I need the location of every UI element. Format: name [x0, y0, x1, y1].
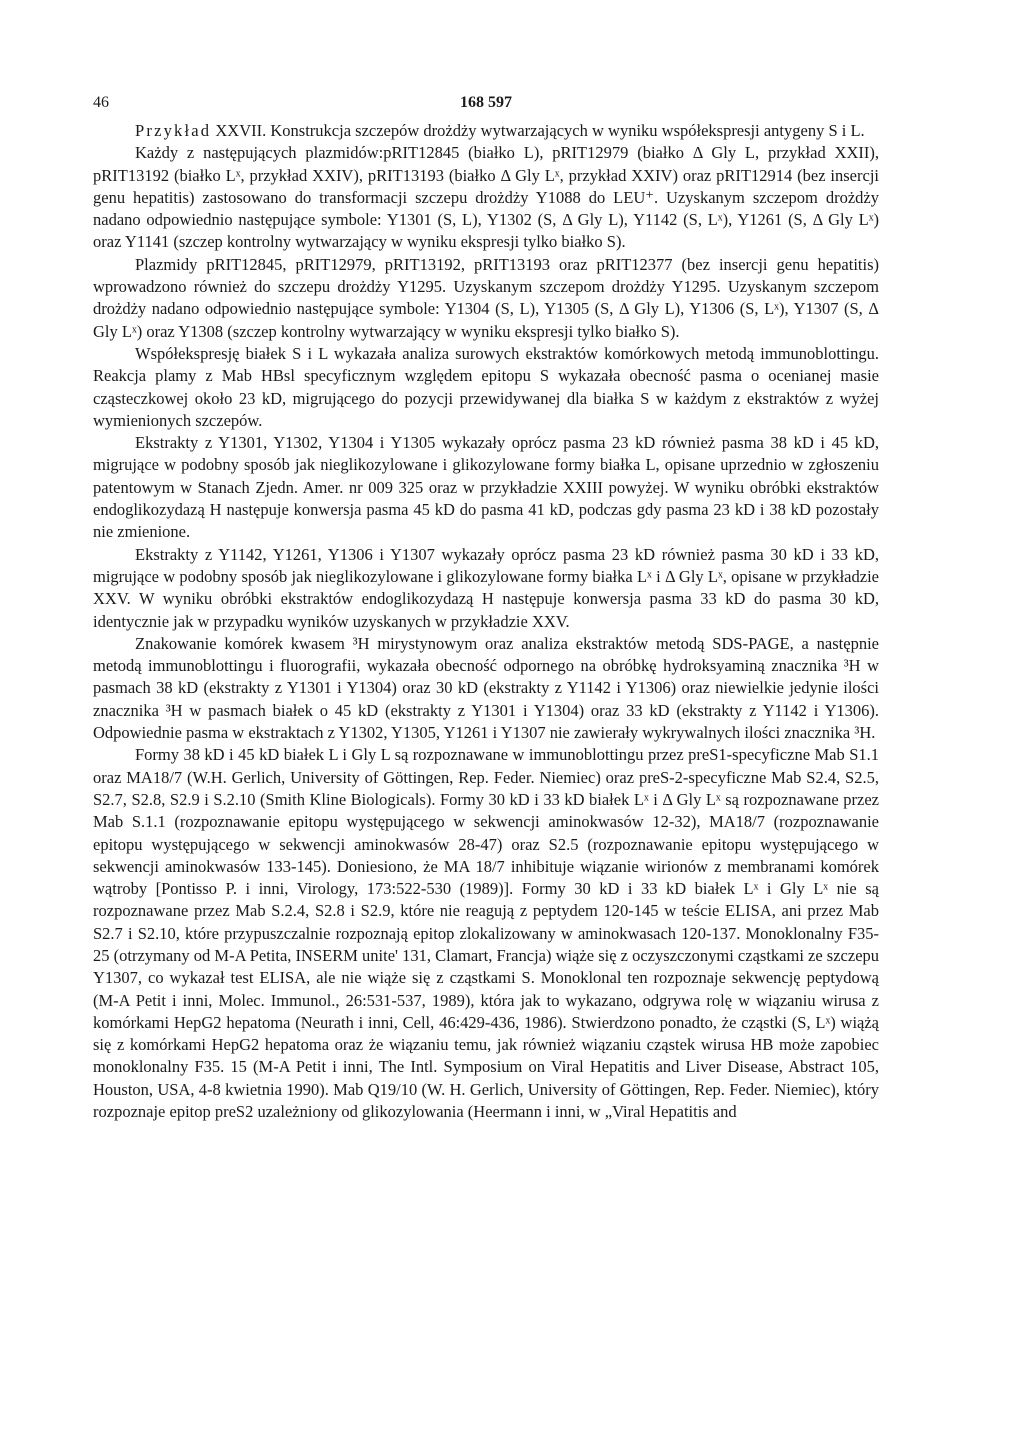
paragraph-labeling: Znakowanie komórek kwasem ³H mirystynowym oraz analiza ekstraktów metodą SDS-PAGE, a następnie metodą immunoblottingu i fluorografii, wykazała obecność odpornego na obróbkę hydroksyaminą znacznika ³H w pasmach 38 kD (ekstrakty z Y1301 i Y1304) oraz 30 kD (ekstrakty z Y1142 i Y1306) oraz niewielkie jedynie ilości znacznika ³H w pasmach białek o 45 kD (ekstrakty z Y1301 i Y1304) oraz 33 kD (ekstrakty z Y1142 i Y1306). Odpowiednie pasma w ekstraktach z Y1302, Y1305, Y1261 i Y1307 nie zawierały wykrywalnych ilości znacznika ³H. [93, 633, 879, 743]
paragraph-extracts-l: Ekstrakty z Y1301, Y1302, Y1304 i Y1305 wykazały oprócz pasma 23 kD również pasma 38 kD i 45 kD, migrujące w podobny sposób jak nieglikozylowane i glikozylowane formy białka L, opisane uprzednio w zgłoszeniu patentowym w Stanach Zjedn. Amer. nr 009 325 oraz w przykładzie XXIII powyżej. W wyniku obróbki ekstraktów endoglikozydazą H następuje konwersja pasma 45 kD do pasma 41 kD, podczas gdy pasma 23 kD i 38 kD pozostały nie zmienione. [93, 433, 879, 542]
paragraph-plasmids-y1295: Plazmidy pRIT12845, pRIT12979, pRIT13192, pRIT13193 oraz pRIT12377 (bez insercji genu hepatitis) wprowadzono również do szczepu drożdży Y1295. Uzyskanym szczepom drożdży Y1295. Uzyskanym szczepom drożdży nadano odpowiednio następujące symbole: Y1304 (S, L), Y1305 (S, Δ Gly L), Y1306 (S, Lˣ), Y1307 (S, Δ Gly Lˣ) oraz Y1308 (szczep kontrolny wytwarzający w wyniku ekspresji tylko białko S). [93, 254, 879, 341]
paragraph-coexpression: Współekspresję białek S i L wykazała analiza surowych ekstraktów komórkowych metodą immunoblottingu. Reakcja plamy z Mab HBsl specyficznym względem epitopu S wykazała obecność pasma o ocenianej masie cząsteczkowej około 23 kD, migrującego do pozycji przewidywanej dla białka S w każdym z ekstraktów z wyżej wymienionych szczepów. [93, 343, 879, 430]
example-title: XXVII. Konstrukcja szczepów drożdży wytwarzających w wyniku współekspresji antygeny S i L. [211, 121, 865, 140]
document-body [93, 120, 879, 1123]
example-heading-paragraph [93, 120, 879, 142]
paragraph-immunoblotting: Formy 38 kD i 45 kD białek L i Gly L są rozpoznawane w immunoblottingu przez preS1-specyficzne Mab S1.1 oraz MA18/7 (W.H. Gerlich, University of Göttingen, Rep. Feder. Niemiec) oraz preS-2-specyficzne Mab S2.4, S2.5, S2.7, S2.8, S2.9 i S.2.10 (Smith Kline Biologicals). Formy 30 kD i 33 kD białek Lˣ i Δ Gly Lˣ są rozpoznawane przez Mab S.1.1 (rozpoznawanie epitopu występującego w sekwencji aminokwasów 12-32), MA18/7 (rozpoznawanie epitopu występującego w sekwencji aminokwasów 28-47) oraz S2.5 (rozpoznawanie epitopu występującego w sekwencji aminokwasów 133-145). Doniesiono, że MA 18/7 inhibituje wiązanie wirionów z membranami komórek wątroby [Pontisso P. i inni, Virology, 173:522-530 (1989)]. Formy 30 kD i 33 kD białek Lˣ i Gly Lˣ nie są rozpoznawane przez Mab S.2.4, S2.8 i S2.9, które nie reagują z peptydem 120-145 w teście ELISA, ani przez Mab S2.7 i S2.10, które przypuszczalnie rozpoznają epitop zlokalizowany w aminokwasach 120-137. Monoklonalny F35-25 (otrzymany od M-A Petita, INSERM unite' 131, Clamart, Francja) wiąże się z oczyszczonymi cząstkami ze szczepu Y1307, co wykazał test ELISA, ale nie wiąże się z cząstkami S. Monoklonal ten rozpoznaje sekwencję peptydową (M-A Petit i inni, Molec. Immunol., 26:531-537, 1989), która jak to wykazano, odgrywa rolę w wiązaniu wirusa z komórkami HepG2 hepatoma (Neurath i inni, Cell, 46:429-436, 1986). Stwierdzono ponadto, że cząstki (S, Lˣ) wiążą się z komórkami HepG2 hepatoma oraz że wiązaniu temu, jak również wiązaniu cząstek wirusa HB może zapobiec monoklonalny F35. 15 (M-A Petit i inni, The Intl. Symposium on Viral Hepatitis and Liver Disease, Abstract 105, Houston, USA, 4-8 kwietnia 1990). Mab Q19/10 (W. H. Gerlich, University of Göttingen, Rep. Feder. Niemiec), który rozpoznaje epitop preS2 uzależniony od glikozylowania (Heermann i inni, w „Viral Hepatitis and [93, 745, 880, 1122]
example-label: Przykład [135, 121, 212, 140]
document-page [93, 94, 879, 1123]
page-header [93, 94, 879, 120]
paragraph-extracts-lx: Ekstrakty z Y1142, Y1261, Y1306 i Y1307 wykazały oprócz pasma 23 kD również pasma 30 kD i 33 kD, migrujące w podobny sposób jak nieglikozylowane i glikozylowane formy białka Lˣ i Δ Gly Lˣ, opisane w przykładzie XXV. W wyniku obróbki ekstraktów endoglikozydazą H następuje konwersja pasma 33 kD do pasma 30 kD, identycznie jak w przypadku wyników uzyskanych w przykładzie XXV. [93, 544, 879, 631]
paragraph-plasmids-y1088: Każdy z następujących plazmidów:pRIT12845 (białko L), pRIT12979 (białko Δ Gly L, przykład XXII), pRIT13192 (białko Lˣ, przykład XXIV), pRIT13193 (białko Δ Gly Lˣ, przykład XXIV) oraz pRIT12914 (bez insercji genu hepatitis) zastosowano do transformacji szczepu drożdży Y1088 do LEU⁺. Uzyskanym szczepom drożdży nadano odpowiednio następujące symbole: Y1301 (S, L), Y1302 (S, Δ Gly L), Y1142 (S, Lˣ), Y1261 (S, Δ Gly Lˣ) oraz Y1141 (szczep kontrolny wytwarzający w wyniku ekspresji tylko białko S). [93, 143, 879, 252]
document-number: 168 597 [460, 94, 512, 111]
page-number: 46 [93, 94, 109, 111]
